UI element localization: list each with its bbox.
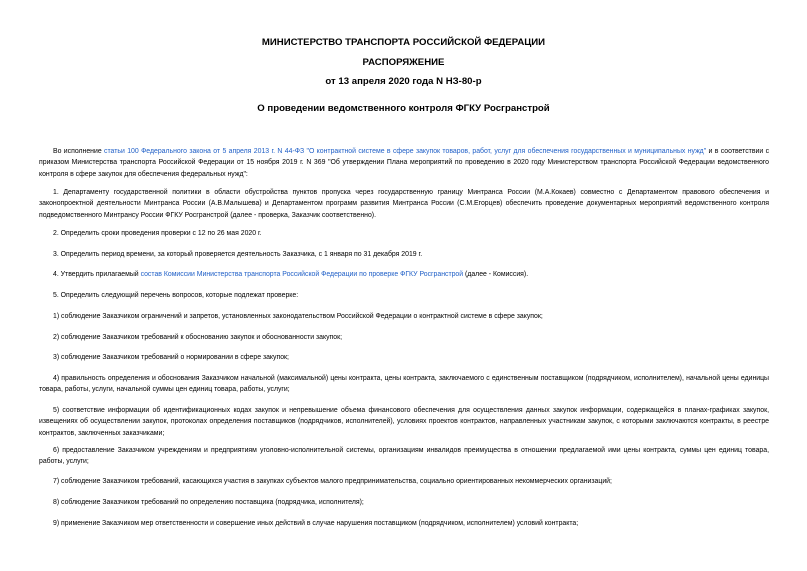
- question-4-paragraph: 4) правильность определения и обоснования Заказчиком начальной (максимальной) цены контракта, цены контракта, заключаемого с единственным поставщиком (подрядчиком, исполнителем), начальной цены единицы товара, работы, услуги, начальной суммы цен единиц товара, работы, услуги;: [39, 375, 769, 394]
- item-5-paragraph: 5. Определить следующий перечень вопросов, которые подлежат проверке:: [53, 292, 299, 299]
- question-9-paragraph: 9) применение Заказчиком мер ответственности и совершение иных действий в случае нарушения поставщиком (подрядчиком, исполнителем) условий контракта;: [53, 520, 579, 527]
- preamble-tail: и в соответствии с приказом Министерства транспорта Российской Федерации от 15 ноября 2019 г. N 369 "Об утверждении Плана мероприятий по проведению в 2020 году Министерством транспорта Российской Федерации ведомственного контроля в сфере закупок для обеспечения федеральных нужд":: [39, 148, 770, 178]
- ministry-heading: МИНИСТЕРСТВО ТРАНСПОРТА РОССИЙСКОЙ ФЕДЕРАЦИИ: [261, 37, 546, 48]
- question-2-paragraph: 2) соблюдение Заказчиком требований к обоснованию закупок и обоснованности закупок;: [53, 334, 343, 341]
- item-4-paragraph: [39, 269, 769, 280]
- preamble-paragraph: [39, 146, 769, 180]
- commission-composition-link[interactable]: состав Комиссии Министерства транспорта Российской Федерации по проверке ФГКУ Росгранстрой: [140, 271, 464, 278]
- question-6-paragraph: 6) предоставление Заказчиком учреждениям и предприятиям уголовно-исполнительной системы, организациям инвалидов преимущества в отношении предлагаемой ими цены контракта, суммы цен единиц товара, работы, услуги;: [39, 447, 769, 466]
- question-5-paragraph: 5) соответствие информации об идентификационных кодах закупок и непревышение объема финансового обеспечения для осуществления данных закупок информации, содержащейся в планах-графиках закупок, извещениях об осуществлении закупок, протоколах определения поставщиков (подрядчиков, исполнителей), условиях проектов контрактов, направленных участникам закупок, с которыми заключаются контракты, в реестре контрактов, заключенных заказчиками;: [39, 407, 769, 437]
- question-3-paragraph: 3) соблюдение Заказчиком требований о нормировании в сфере закупок;: [53, 354, 289, 361]
- item-4-tail: (далее - Комиссия).: [463, 271, 529, 278]
- document-date-number: от 13 апреля 2020 года N НЗ-80-р: [325, 76, 482, 87]
- document-kind: РАСПОРЯЖЕНИЕ: [362, 57, 445, 68]
- question-8-paragraph: 8) соблюдение Заказчиком требований по определению поставщика (подрядчика, исполнителя);: [53, 499, 364, 506]
- item-3-paragraph: 3. Определить период времени, за который проверяется деятельность Заказчика, с 1 января по 31 декабря 2019 г.: [53, 251, 423, 258]
- item-1-paragraph: 1. Департаменту государственной политики в области обустройства пунктов пропуска через государственную границу Минтранса России (М.А.Кокаев) совместно с Департаментом правового обеспечения и законопроектной деятельности Минтранса России (А.В.Малышева) и Департаментом программ развития Минтранса России (С.М.Егорцев) обеспечить проведение документарных мероприятий ведомственного контроля подведомственного Минтрансу России ФГКУ Росгранстрой (далее - проверка, Заказчик соответственно).: [39, 189, 769, 219]
- item-4-lead: 4. Утвердить прилагаемый: [53, 271, 141, 278]
- question-1-paragraph: 1) соблюдение Заказчиком ограничений и запретов, установленных законодательством Российской Федерации о контрактной системе в сфере закупок;: [53, 313, 543, 320]
- preamble-lead: Во исполнение: [53, 148, 105, 155]
- question-7-paragraph: 7) соблюдение Заказчиком требований, касающихся участия в закупках субъектов малого предпринимательства, социально ориентированных некоммерческих организаций;: [53, 478, 612, 485]
- item-2-paragraph: 2. Определить сроки проведения проверки с 12 по 26 мая 2020 г.: [53, 230, 262, 237]
- document-subject: О проведении ведомственного контроля ФГКУ Росгранстрой: [257, 103, 550, 114]
- law-article-link[interactable]: статьи 100 Федерального закона от 5 апреля 2013 г. N 44-ФЗ "О контрактной системе в сфере закупок товаров, работ, услуг для обеспечения государственных и муниципальных нужд": [104, 148, 707, 155]
